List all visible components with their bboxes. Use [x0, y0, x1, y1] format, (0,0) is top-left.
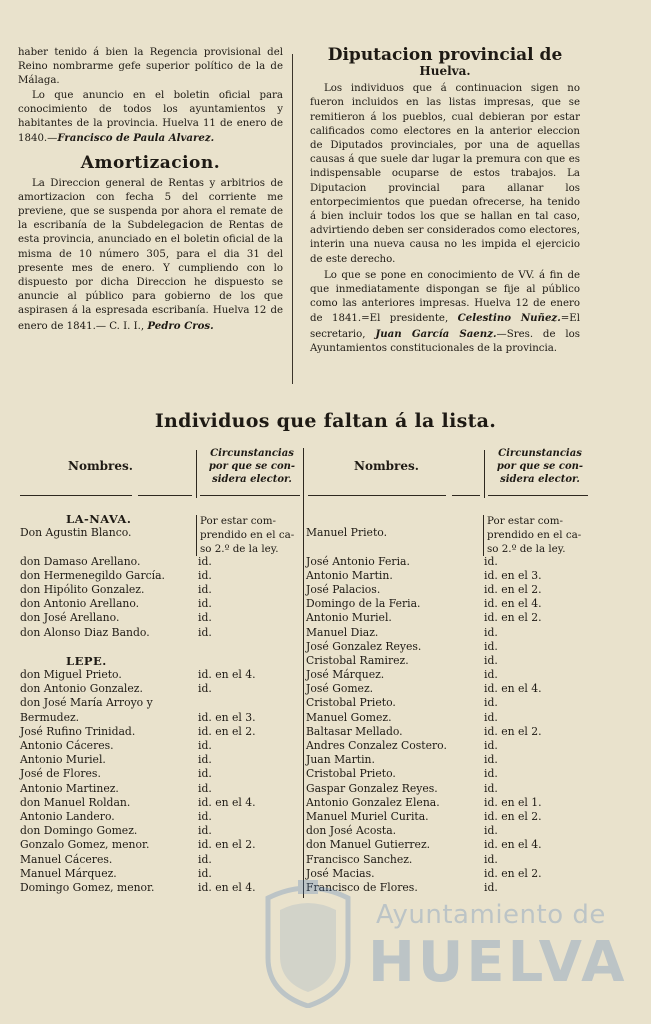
- person-name: Domingo Gomez, menor.: [20, 880, 155, 894]
- person-name: Manuel Cáceres.: [20, 852, 113, 866]
- secretary-label: =El secretario,: [310, 313, 580, 340]
- diputacion-subheading: Huelva.: [419, 64, 471, 78]
- circumstance: id. en el 2.: [484, 611, 542, 625]
- circumstance: id.: [198, 611, 212, 625]
- intro-signature: Francisco de Paula Alvarez.: [57, 132, 215, 145]
- person-name: José Gomez.: [306, 682, 374, 696]
- person-name: Antonio Martin.: [306, 568, 393, 582]
- circumstance: id. en el 2.: [484, 582, 542, 596]
- circumstance: id. en el 2.: [484, 724, 542, 738]
- closing-text: —Sres. de los Ayuntamientos constitucionales de la provincia.: [310, 328, 580, 354]
- person-name: Andres Conzalez Costero.: [306, 739, 447, 752]
- person-name: don José Arellano.: [20, 611, 120, 625]
- brace-note-right-3: so 2.º de la ley.: [487, 542, 566, 555]
- header-circ-left-1: Circunstancias: [210, 448, 294, 459]
- list-row: [20, 767, 300, 781]
- circumstance: id.: [484, 739, 498, 752]
- list-row: [20, 626, 300, 640]
- person-name: don Antonio Gonzalez.: [20, 682, 143, 696]
- header-names-right: Nombres.: [354, 459, 419, 473]
- list-row: [306, 853, 596, 867]
- intro-paragraph-1: haber tenido á bien la Regencia provisional del Reino nombrarme gefe superior político de la de Málaga.: [18, 47, 283, 87]
- column-divider-top: [292, 54, 293, 384]
- header-circ-left-2: por que se con-: [208, 461, 296, 472]
- person-name: Manuel Muriel Curita.: [306, 809, 429, 823]
- circumstance: id. en el 1.: [484, 795, 542, 809]
- header-rule-left-a: [20, 495, 132, 496]
- person-name: Gonzalo Gomez, menor.: [20, 838, 150, 852]
- list-row: [306, 739, 596, 753]
- intro-paragraph-2-text: Lo que anuncio en el boletin oficial para conocimiento de todos los ayuntamientos y habitantes de la provincia. Huelva 11 de enero de 1840.—: [18, 89, 283, 145]
- header-circ-right-3: sidera elector.: [500, 474, 580, 485]
- circumstance: id. en el 3.: [198, 710, 256, 724]
- list-row: [306, 796, 596, 810]
- circumstance: id. en el 4.: [484, 597, 542, 611]
- person-name: José de Flores.: [20, 767, 101, 781]
- circumstance: id.: [198, 824, 212, 838]
- brace-note-right-1: Por estar com-: [487, 515, 563, 527]
- list-row: [20, 838, 300, 852]
- circumstance: id.: [198, 866, 212, 880]
- person-name: don Antonio Arellano.: [20, 597, 140, 611]
- brace-note-right-2: prendido en el ca-: [487, 528, 582, 541]
- list-row: [306, 767, 596, 781]
- list-row: [20, 725, 300, 739]
- person-name: Manuel Prieto.: [306, 526, 388, 540]
- list-row: [20, 583, 300, 597]
- person-name: José Macias.: [306, 866, 375, 880]
- circumstance: id. en el 2.: [484, 866, 542, 880]
- person-name: Antonio Gonzalez Elena.: [306, 795, 440, 809]
- header-vrule-left: [196, 450, 197, 498]
- circumstance: id.: [198, 582, 212, 596]
- list-row: [306, 838, 596, 852]
- circumstance: id.: [198, 597, 212, 611]
- list-row: [306, 626, 596, 640]
- town-name: LEPE.: [66, 653, 107, 668]
- amortizacion-signature: Pedro Cros.: [147, 319, 214, 332]
- secretary-name: Juan García Saenz.: [375, 327, 497, 340]
- circumstance: id.: [484, 696, 498, 710]
- person-name: Antonio Landero.: [20, 809, 115, 823]
- list-row: [20, 640, 300, 654]
- list-row: [306, 569, 596, 583]
- circumstance: id. en el 4.: [484, 838, 542, 852]
- list-row: [20, 810, 300, 824]
- list-row: [306, 555, 596, 569]
- circumstance: id. en el 2.: [484, 809, 542, 823]
- list-row: [306, 824, 596, 838]
- circumstance: id.: [198, 767, 212, 781]
- circumstance: id. en el 4.: [198, 668, 256, 682]
- person-name: Manuel Gomez.: [306, 710, 392, 724]
- person-name: José Palacios.: [306, 582, 381, 596]
- circumstance: id.: [198, 753, 212, 767]
- person-name: Manuel Márquez.: [20, 866, 117, 880]
- circumstance: id. en el 4.: [198, 880, 256, 894]
- person-name: don José Acosta.: [306, 824, 397, 838]
- list-row: [306, 597, 596, 611]
- person-name: don Miguel Prieto.: [20, 668, 122, 682]
- circumstance: id. en el 3.: [484, 568, 542, 582]
- person-name: José Márquez.: [306, 668, 385, 682]
- circumstance: id.: [484, 781, 498, 795]
- header-rule-right-a: [308, 495, 446, 496]
- list-row: [20, 796, 300, 810]
- person-name: don Damaso Arellano.: [20, 554, 141, 568]
- header-circ-right-2: por que se con-: [496, 461, 584, 472]
- circumstance: id.: [484, 767, 498, 781]
- list-row: [306, 711, 596, 725]
- person-name: Juan Martin.: [306, 753, 375, 767]
- list-row: [20, 569, 300, 583]
- circumstance: id. en el 4.: [484, 682, 542, 696]
- person-name: José Gonzalez Reyes.: [306, 639, 422, 653]
- circumstance: id.: [198, 781, 212, 795]
- left-column: [18, 46, 283, 334]
- diputacion-heading: Diputacion provincial de: [327, 45, 563, 65]
- header-vrule-right: [484, 450, 485, 498]
- person-name: don Manuel Roldan.: [20, 795, 131, 809]
- list-row: [306, 640, 596, 654]
- person-name: José Rufino Trinidad.: [20, 724, 136, 738]
- intro-paragraph-2: [18, 89, 283, 147]
- person-name: Francisco Sanchez.: [306, 852, 413, 866]
- circumstance: id. en el 2.: [198, 838, 256, 852]
- circumstance: id.: [484, 668, 498, 682]
- circumstance: id.: [484, 554, 498, 568]
- amortizacion-body-text: La Direccion general de Rentas y arbitrios de amortizacion con fecha 5 del corriente me previene, que se suspenda por ahora el remate de la escribanía de la Subdelegacion de Rentas de esta provincia, anunciado en el boletin oficial de la misma de 10 número 305, para el dia 31 del presente mes de enero. Y cumpliendo con lo dispuesto por dicha Direccion he dispuesto se anuncie al público para gobierno de los que aspirasen á la espresada escribanía. Huelva 12 de enero de 1841.— C. I. I.,: [18, 177, 283, 332]
- person-name: Antonio Martinez.: [20, 781, 119, 795]
- header-rule-right-c: [488, 495, 588, 496]
- header-rule-left-c: [200, 495, 300, 496]
- person-name: don Hermenegildo García.: [20, 568, 165, 582]
- list-row: [20, 682, 300, 696]
- circumstance: id. en el 2.: [198, 724, 256, 738]
- circumstance: id.: [198, 625, 212, 639]
- list-row: [306, 696, 596, 710]
- person-name: Don Agustin Blanco.: [20, 526, 132, 540]
- city-seal-icon: [258, 878, 358, 1008]
- right-column: [310, 46, 580, 356]
- list-heading: Individuos que faltan á la lista.: [154, 410, 497, 432]
- brace-note-right: [483, 515, 581, 556]
- person-name: Antonio Cáceres.: [20, 739, 114, 752]
- list-row: [20, 668, 300, 682]
- list-row: [20, 611, 300, 625]
- person-name: José Antonio Feria.: [306, 554, 410, 568]
- list-row: [20, 853, 300, 867]
- person-name: don Domingo Gomez.: [20, 824, 138, 838]
- circumstance: id.: [484, 753, 498, 767]
- diputacion-body-1: Los individuos que á continuacion sigen no fueron incluidos en las listas impresas, que se remitieron á los pueblos, cual debieran por estar calificados como electores en la anterior eleccion de Diputados provinciales, por una de aquellas causas á que suele dar lugar la premura con que es indispensable ocuparse de estos trabajos. La Diputacion provincial para allanar los entorpecimientos que puedan ofrecerse, ha tenido á bien incluir todos los que se hallan en tal caso, advirtiendo deben ser considerados como electores, interin una nueva causa no les impida el ejercicio de este derecho.: [310, 83, 580, 265]
- circumstance: id.: [484, 639, 498, 653]
- person-name: Bermudez.: [20, 710, 80, 724]
- diputacion-body-2-text: Lo que se pone en conocimiento de VV. á fin de que inmediatamente dispongan se fije al público como las anteriores impresas. Huelva 12 de enero de 1841.=El presidente,: [310, 269, 580, 325]
- circumstance: id.: [198, 852, 212, 866]
- header-circ-right-1: Circunstancias: [498, 448, 582, 459]
- person-name: don Manuel Gutierrez.: [306, 838, 431, 852]
- watermark: [258, 878, 638, 1018]
- list-row: [306, 583, 596, 597]
- amortizacion-heading: Amortizacion.: [80, 153, 221, 174]
- circumstance: id.: [484, 653, 498, 667]
- list-row: [20, 696, 300, 710]
- list-row: [20, 739, 300, 753]
- header-rule-right-b: [452, 495, 480, 496]
- circumstance: id.: [198, 682, 212, 696]
- list-row: [306, 782, 596, 796]
- header-circumstances-right: [484, 447, 596, 486]
- circumstance: id.: [198, 809, 212, 823]
- table-header: [0, 447, 651, 497]
- list-row: [306, 654, 596, 668]
- person-name: Cristobal Prieto.: [306, 696, 396, 710]
- header-circ-left-3: sidera elector.: [212, 474, 292, 485]
- circumstance: id.: [484, 625, 498, 639]
- watermark-line-1: Ayuntamiento de: [376, 900, 606, 930]
- watermark-line-2: HUELVA: [368, 930, 628, 995]
- list-row: [20, 597, 300, 611]
- list-row: [306, 810, 596, 824]
- brace-note-left-3: so 2.º de la ley.: [200, 542, 279, 555]
- list-row: [20, 782, 300, 796]
- circumstance: id.: [484, 710, 498, 724]
- person-name: don José María Arroyo y: [20, 696, 153, 710]
- person-name: Antonio Muriel.: [20, 753, 106, 767]
- header-rule-left-b: [138, 495, 192, 496]
- president-name: Celestino Nuñez.: [457, 312, 561, 325]
- town-name: LA-NAVA.: [66, 512, 132, 526]
- right-list: [306, 512, 596, 895]
- circumstance: id.: [198, 739, 212, 752]
- brace-note-left: [196, 515, 294, 556]
- brace-note-left-2: prendido en el ca-: [200, 528, 295, 541]
- circumstance: id.: [484, 880, 498, 894]
- list-row: [20, 753, 300, 767]
- person-name: don Alonso Diaz Bando.: [20, 625, 150, 639]
- list-row: [306, 668, 596, 682]
- left-list: [20, 512, 300, 895]
- person-name: don Hipólito Gonzalez.: [20, 582, 145, 596]
- brace-note-left-1: Por estar com-: [200, 515, 276, 527]
- person-name: Antonio Muriel.: [306, 611, 392, 625]
- diputacion-body-2: [310, 269, 580, 356]
- circumstance: id.: [484, 824, 498, 838]
- header-circumstances-left: [196, 447, 308, 486]
- list-row: [20, 824, 300, 838]
- person-name: Domingo de la Feria.: [306, 597, 421, 611]
- circumstance: id. en el 4.: [198, 795, 256, 809]
- circumstance: id.: [198, 554, 212, 568]
- person-name: Cristobal Prieto.: [306, 767, 396, 781]
- circumstance: id.: [198, 568, 212, 582]
- list-row: [20, 711, 300, 725]
- center-vrule: [303, 448, 304, 898]
- header-names-left: Nombres.: [68, 459, 133, 473]
- amortizacion-body: [18, 177, 283, 334]
- person-name: Baltasar Mellado.: [306, 724, 403, 738]
- list-row: [20, 654, 300, 668]
- circumstance: id.: [484, 852, 498, 866]
- list-row: [306, 611, 596, 625]
- person-name: Manuel Diaz.: [306, 625, 379, 639]
- person-name: Cristobal Ramirez.: [306, 653, 409, 667]
- person-name: Francisco de Flores.: [306, 880, 418, 894]
- person-name: Gaspar Gonzalez Reyes.: [306, 781, 438, 795]
- list-row: [20, 555, 300, 569]
- list-row: [306, 753, 596, 767]
- list-row: [306, 682, 596, 696]
- list-row: [306, 725, 596, 739]
